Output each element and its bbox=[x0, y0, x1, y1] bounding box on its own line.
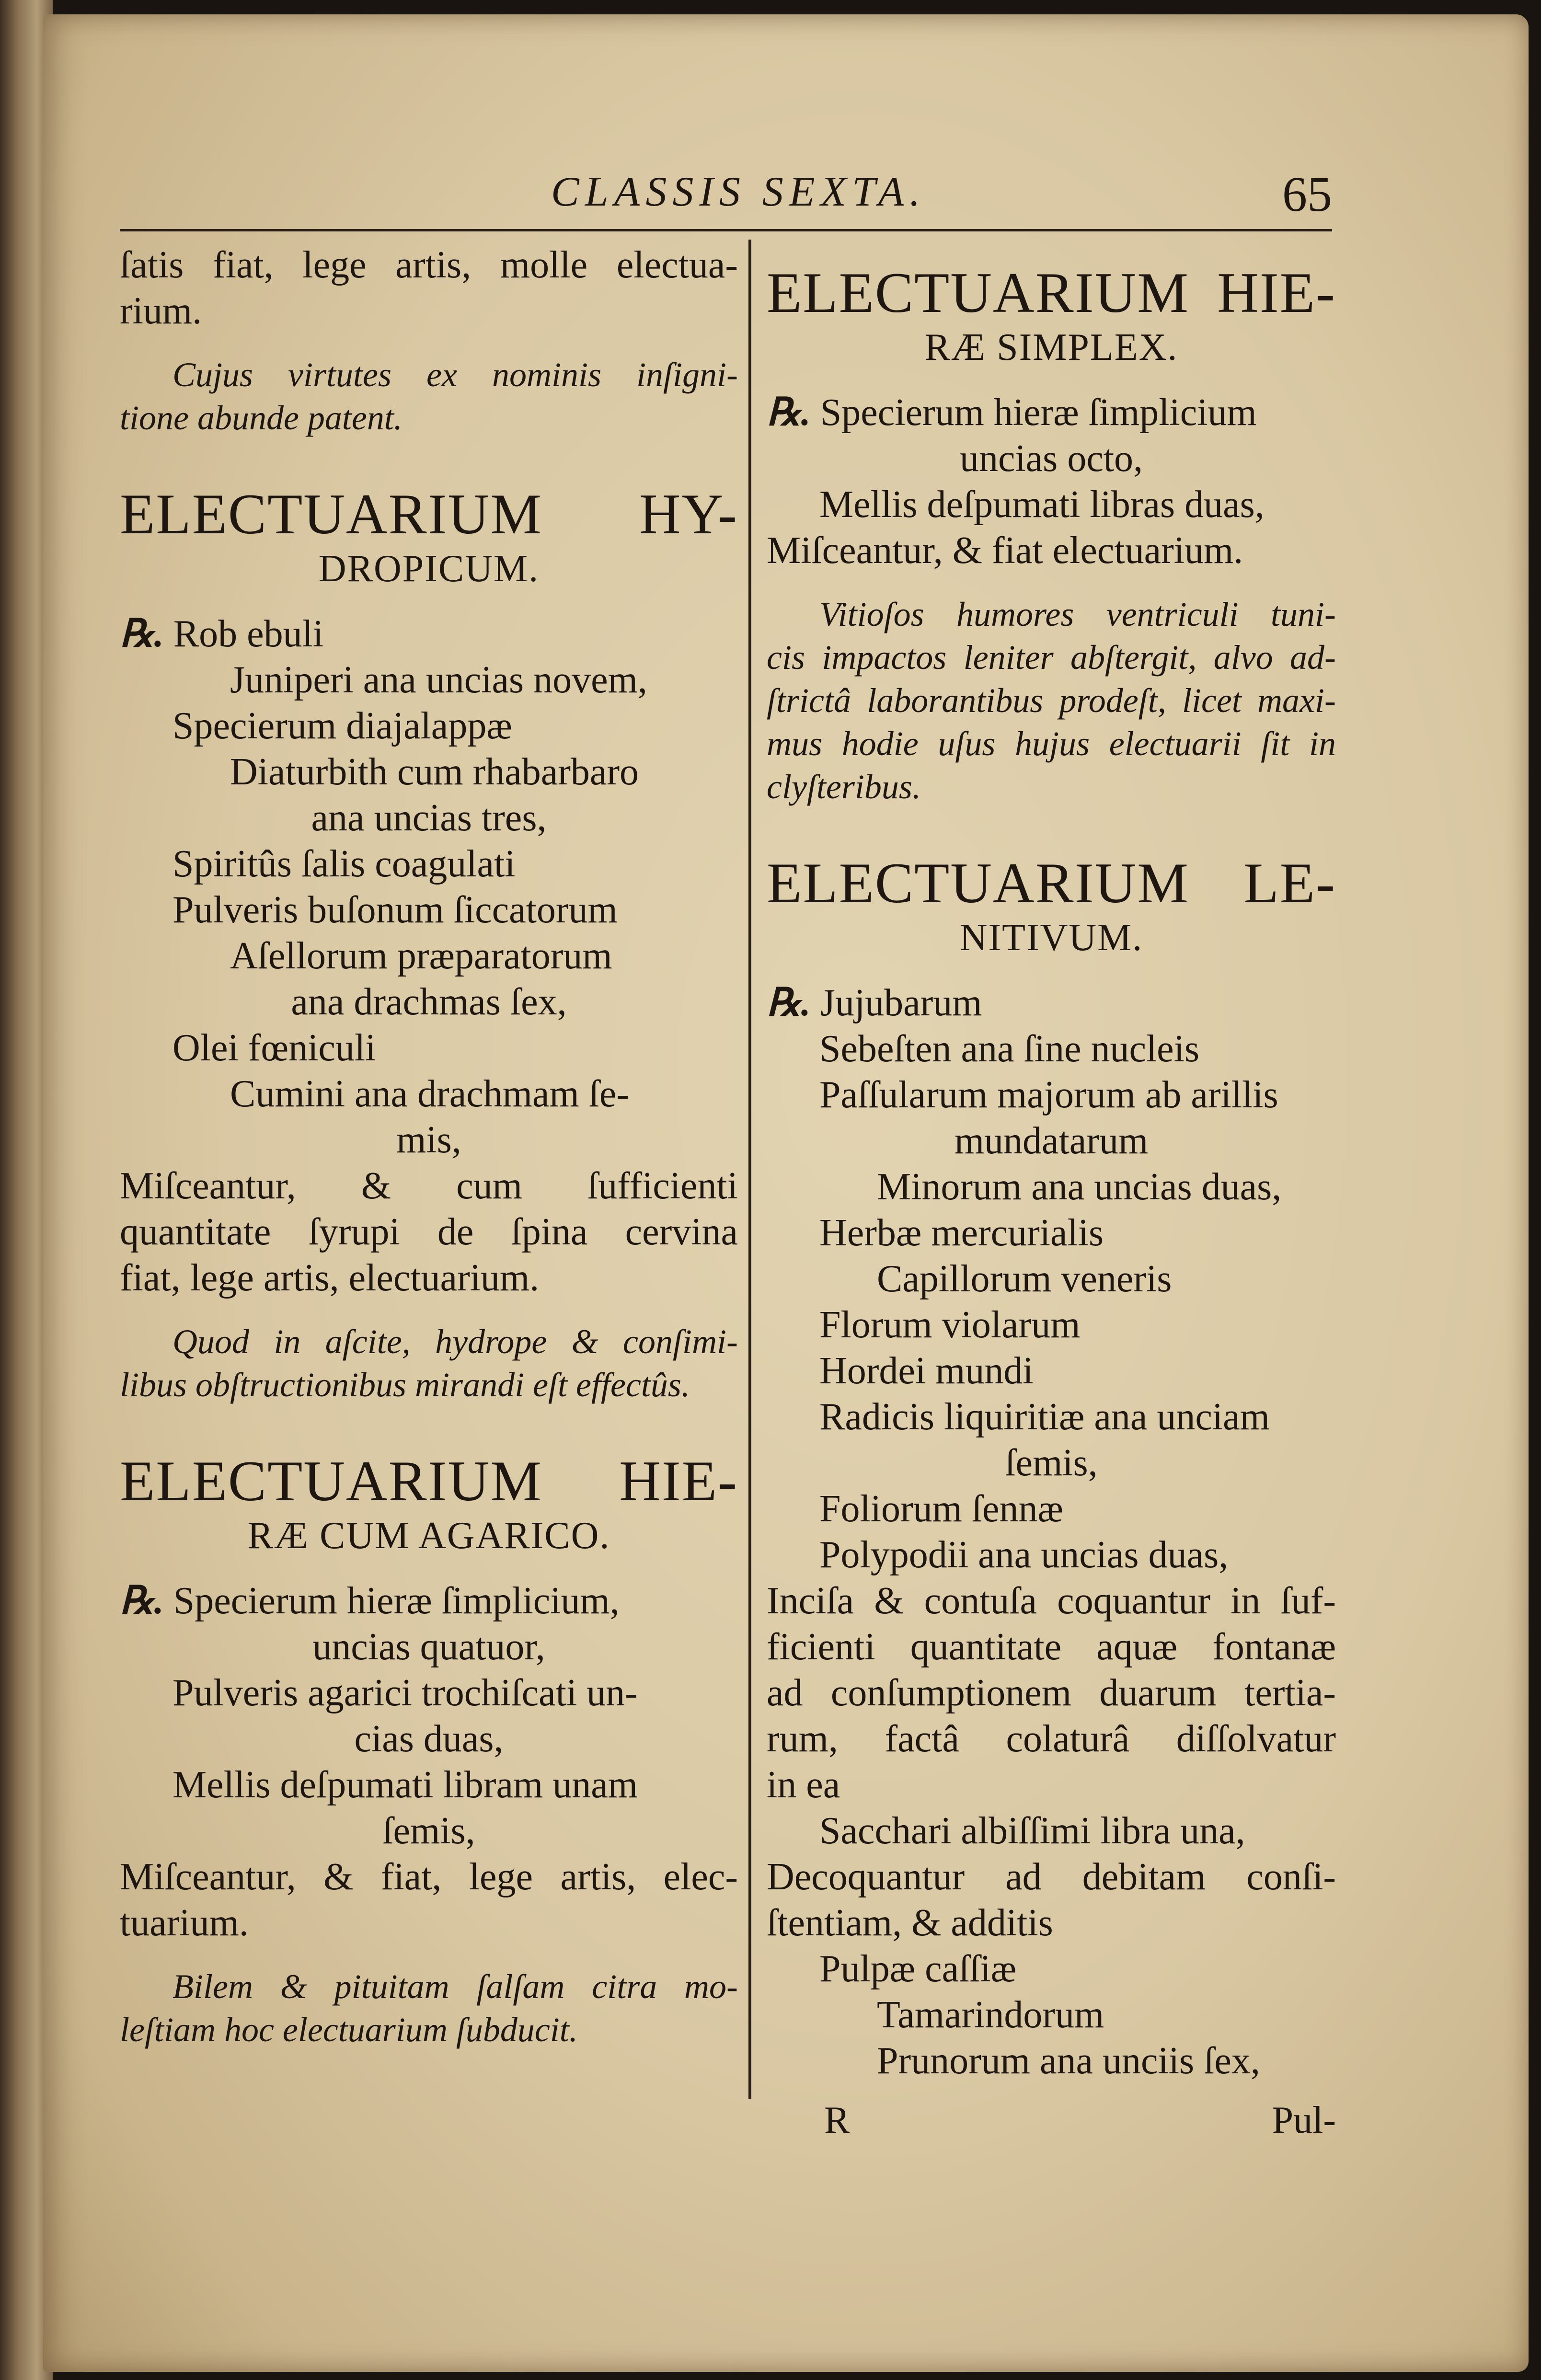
virtue-note-line: Bilem & pituitam ſalſam citra mo- bbox=[172, 1967, 738, 2006]
ingredient-line: Prunorum ana unciis ſex, bbox=[877, 2040, 1260, 2082]
ingredient-line: Mellis deſpumati libras duas, bbox=[819, 483, 1265, 526]
ingredient-line: Pulpæ caſſiæ bbox=[819, 1948, 1017, 1990]
ingredient-line: Foliorum ſennæ bbox=[819, 1488, 1063, 1530]
ingredient-line: ſemis, bbox=[1005, 1442, 1098, 1484]
catchword: Pul- bbox=[1272, 2099, 1336, 2141]
ingredient-line: ana uncias tres, bbox=[311, 797, 547, 839]
instruction-line: quantitate ſyrupi de ſpina cervina bbox=[120, 1211, 738, 1253]
ingredient-line: Florum violarum bbox=[819, 1304, 1081, 1346]
recipe-subtitle: RÆ CUM AGARICO. bbox=[247, 1515, 610, 1557]
ingredient-line: Radicis liquiritiæ ana unciam bbox=[819, 1396, 1270, 1438]
column-divider bbox=[748, 240, 751, 2099]
recipe-symbol: ℞. bbox=[767, 982, 811, 1024]
virtue-note-line: leſtiam hoc electuarium ſubducit. bbox=[120, 2011, 578, 2049]
ingredient-line: Tamarindorum bbox=[877, 1994, 1104, 2036]
instruction-line: Miſceantur, & fiat electuarium. bbox=[767, 529, 1243, 572]
right-column bbox=[767, 261, 1336, 2084]
ingredient-line: Minorum ana uncias duas, bbox=[877, 1166, 1282, 1208]
ingredient-line: ana drachmas ſex, bbox=[291, 981, 567, 1023]
recipe-symbol: ℞. bbox=[120, 613, 164, 655]
virtue-note-line: libus obſtructionibus mirandi eſt effectûs. bbox=[120, 1366, 690, 1404]
text-line: rium. bbox=[120, 290, 202, 332]
recipe-subtitle: DROPICUM. bbox=[318, 548, 540, 590]
recipe-symbol: ℞. bbox=[767, 391, 811, 434]
ingredient-line: uncias octo, bbox=[959, 437, 1143, 480]
ingredient-line: Diaturbith cum rhabarbaro bbox=[230, 751, 639, 793]
ingredient-line: Pulveris buſonum ſiccatorum bbox=[172, 889, 618, 931]
instruction-line: in ea bbox=[767, 1764, 840, 1806]
ingredient-line: Aſellorum præparatorum bbox=[230, 935, 612, 977]
virtue-note-line: tione abunde patent. bbox=[120, 399, 402, 437]
virtue-note-line: cis impactos leniter abſtergit, alvo ad- bbox=[767, 638, 1336, 677]
instruction-line: ad conſumptionem duarum tertia- bbox=[767, 1672, 1336, 1714]
virtue-note-line: clyſteribus. bbox=[767, 768, 921, 806]
recipe-subtitle: NITIVUM. bbox=[959, 917, 1143, 959]
ingredient-line: Juniperi ana uncias novem, bbox=[230, 659, 647, 701]
instruction-line: ficienti quantitate aquæ fontanæ bbox=[767, 1626, 1336, 1668]
ingredient-line: Spiritûs ſalis coagulati bbox=[172, 843, 516, 885]
recipe-subtitle: RÆ SIMPLEX. bbox=[924, 326, 1178, 368]
ingredient-line: Jujubarum bbox=[820, 982, 982, 1024]
recipe-title: ELECTUARIUM HIE- bbox=[120, 1449, 738, 1513]
instruction-line: Inciſa & contuſa coquantur in ſuf- bbox=[767, 1580, 1336, 1622]
instruction-line: Miſceantur, & fiat, lege artis, elec- bbox=[120, 1856, 738, 1898]
ingredient-line: mis, bbox=[396, 1119, 461, 1161]
ingredient-line: Herbæ mercurialis bbox=[819, 1212, 1104, 1254]
ingredient-line: cias duas, bbox=[354, 1718, 504, 1760]
instruction-line: Miſceantur, & cum ſufficienti bbox=[120, 1165, 738, 1207]
ingredient-line: Capillorum veneris bbox=[877, 1258, 1172, 1300]
page-number: 65 bbox=[1282, 167, 1332, 222]
virtue-note-line: ſtrictâ laborantibus prodeſt, licet maxi- bbox=[767, 681, 1336, 720]
instruction-line: rum, factâ colaturâ diſſolvatur bbox=[767, 1718, 1336, 1760]
virtue-note-line: Vitioſos humores ventriculi tuni- bbox=[819, 595, 1336, 633]
instruction-line: ſtentiam, & additis bbox=[767, 1902, 1053, 1944]
ingredient-line: Cumini ana drachmam ſe- bbox=[230, 1073, 630, 1115]
page-header bbox=[120, 168, 1332, 220]
text-line: ſatis fiat, lege artis, molle electua- bbox=[120, 244, 738, 286]
ingredient-line: Specierum diajalappæ bbox=[172, 705, 512, 747]
recipe-title: ELECTUARIUM HIE- bbox=[767, 261, 1336, 324]
virtue-note-line: Quod in aſcite, hydrope & conſimi- bbox=[172, 1322, 738, 1361]
ingredient-line: Rob ebuli bbox=[173, 613, 324, 655]
ingredient-line: ſemis, bbox=[382, 1810, 475, 1852]
ingredient-line: Sacchari albiſſimi libra una, bbox=[819, 1810, 1245, 1852]
ingredient-line: Hordei mundi bbox=[819, 1350, 1034, 1392]
virtue-note-line: mus hodie uſus hujus electuarii ſit in bbox=[767, 724, 1336, 763]
ingredient-line: Polypodii ana uncias duas, bbox=[819, 1534, 1229, 1576]
instruction-line: Decoquantur ad debitam conſi- bbox=[767, 1856, 1336, 1898]
ingredient-line: Mellis deſpumati libram unam bbox=[172, 1764, 638, 1806]
instruction-line: tuarium. bbox=[120, 1902, 249, 1944]
ingredient-line: Pulveris agarici trochiſcati un- bbox=[172, 1672, 638, 1714]
ingredient-line: Paſſularum majorum ab arillis bbox=[819, 1074, 1278, 1116]
virtue-note-line: Cujus virtutes ex nominis inſigni- bbox=[172, 356, 738, 394]
ingredient-line: Specierum hieræ ſimplicium, bbox=[173, 1580, 620, 1622]
instruction-line: fiat, lege artis, electuarium. bbox=[120, 1257, 540, 1299]
ingredient-line: Olei fœniculi bbox=[172, 1027, 376, 1069]
running-title: CLASSIS SEXTA. bbox=[551, 169, 926, 215]
ingredient-line: mundatarum bbox=[954, 1120, 1149, 1162]
recipe-symbol: ℞. bbox=[120, 1580, 164, 1622]
recipe-title: ELECTUARIUM HY- bbox=[120, 482, 738, 546]
left-column bbox=[120, 242, 738, 2051]
header-rule bbox=[120, 229, 1332, 231]
ingredient-line: Specierum hieræ ſimplicium bbox=[820, 391, 1257, 434]
ingredient-line: Sebeſten ana ſine nucleis bbox=[819, 1028, 1200, 1070]
signature-mark: R bbox=[824, 2099, 850, 2141]
recipe-title: ELECTUARIUM LE- bbox=[767, 851, 1336, 915]
ingredient-line: uncias quatuor, bbox=[312, 1626, 545, 1668]
